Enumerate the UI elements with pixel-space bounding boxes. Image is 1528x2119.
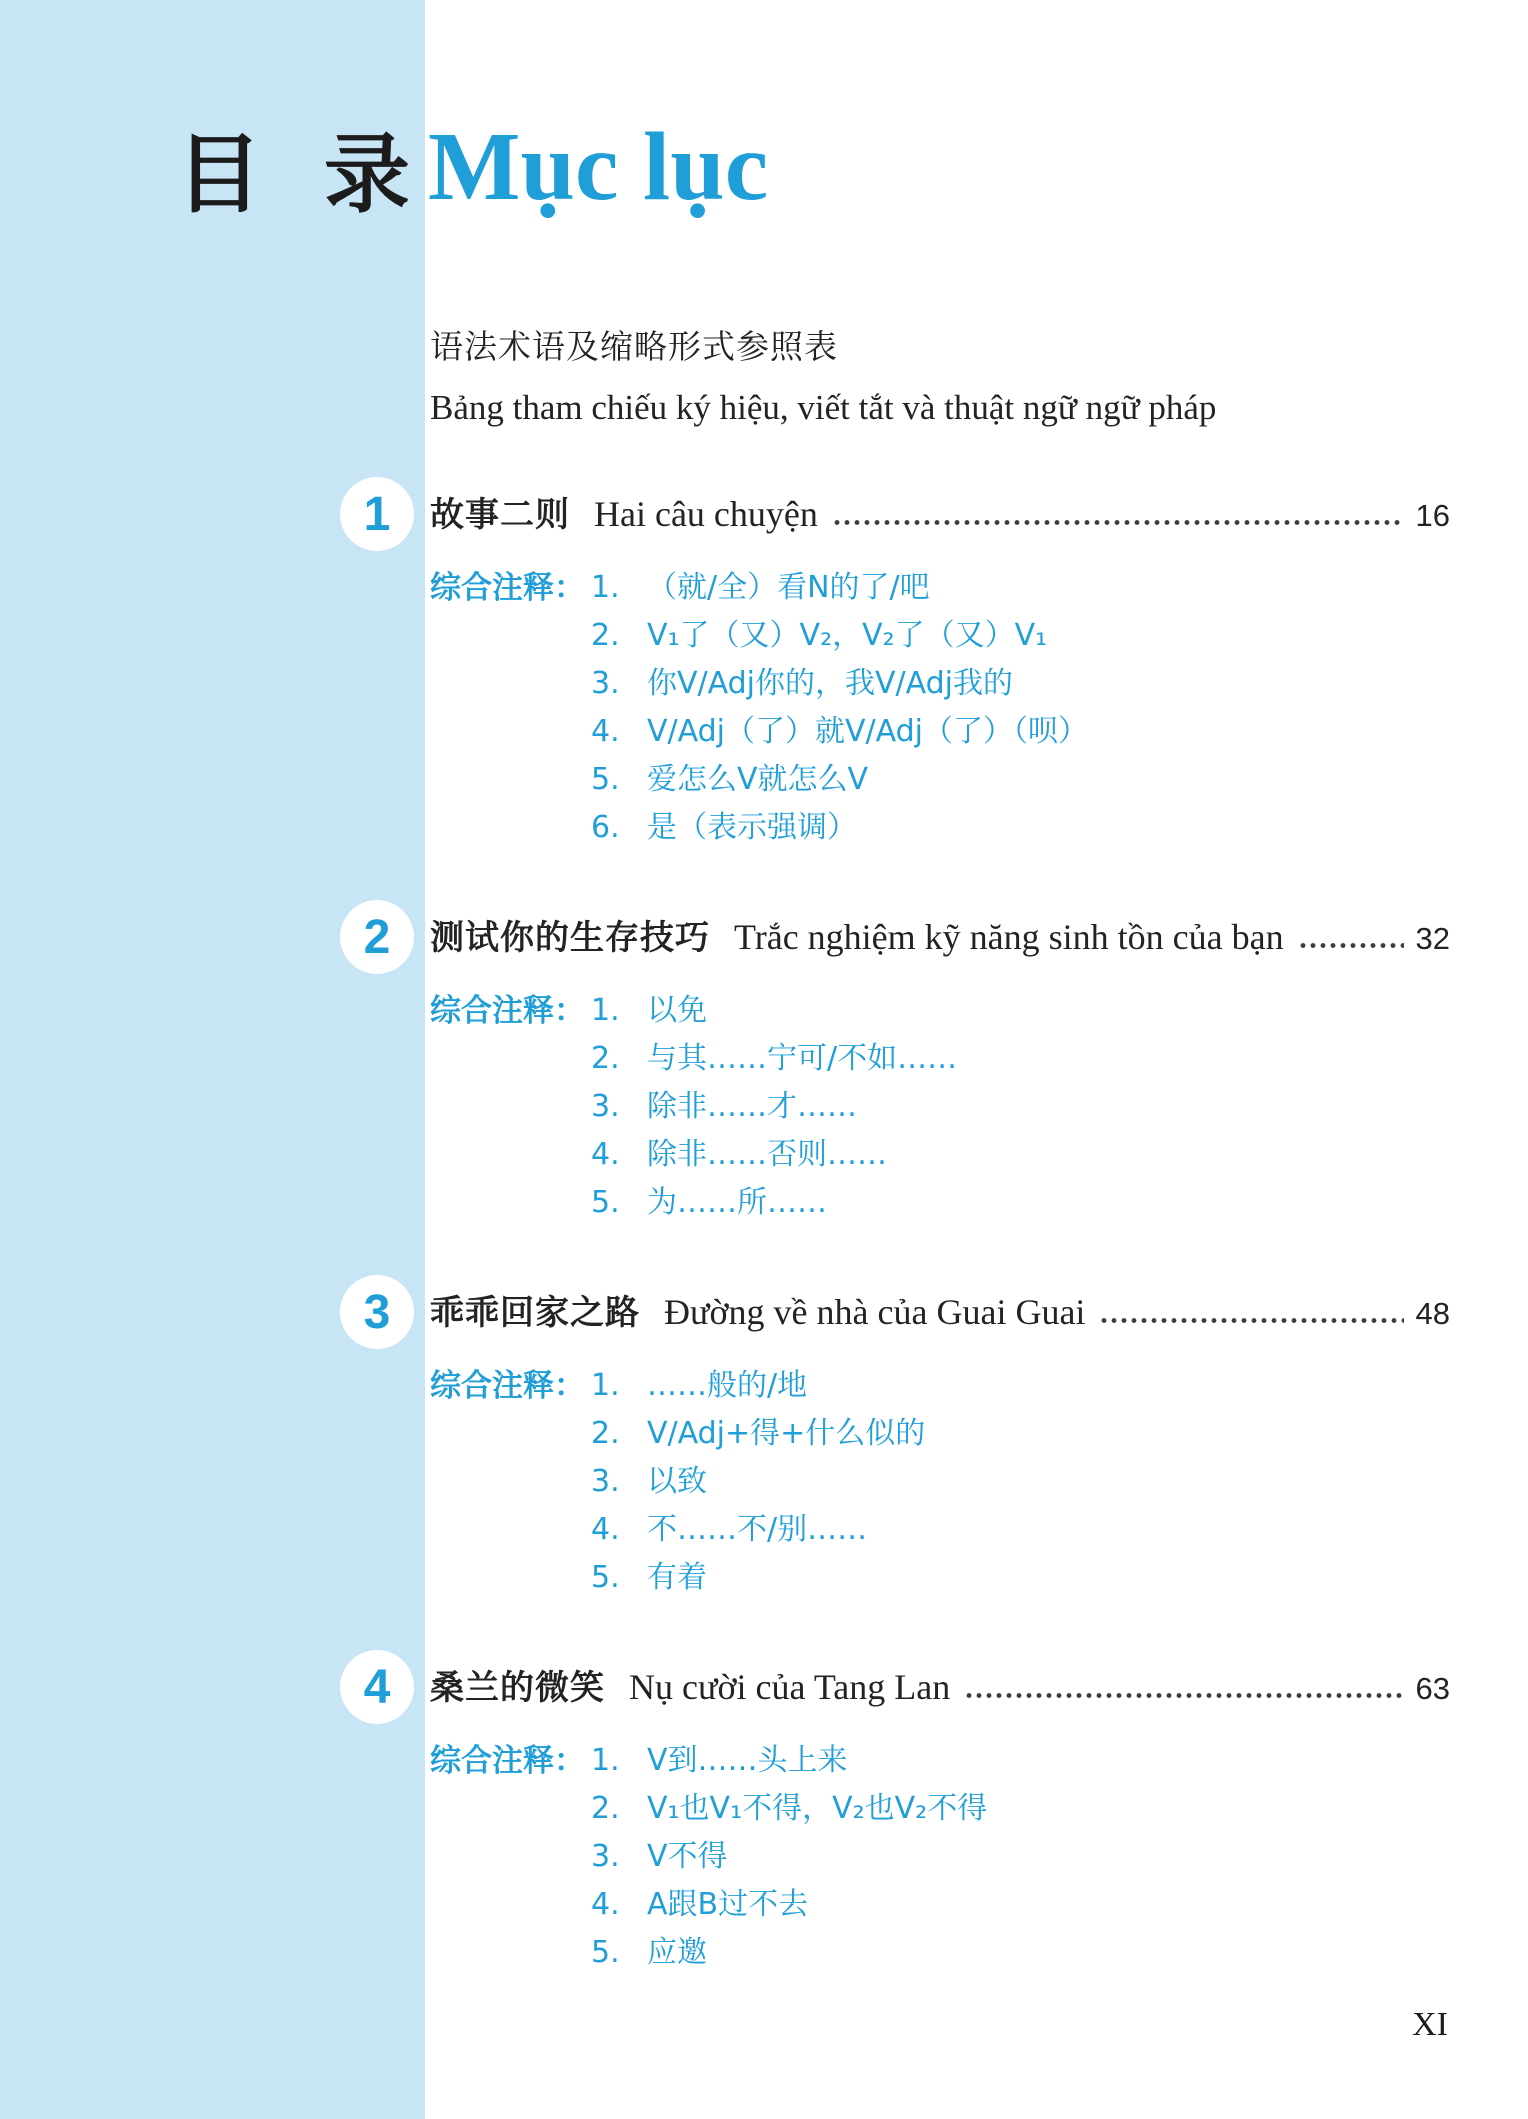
section-title-vietnamese: Hai câu chuyện xyxy=(594,494,818,534)
notes-row xyxy=(430,1737,1450,1977)
note-number: 3. xyxy=(591,666,620,701)
notes-list xyxy=(591,564,1088,852)
note-item xyxy=(591,1410,925,1458)
section-number-badge xyxy=(340,900,414,974)
notes-row xyxy=(430,987,1450,1227)
note-item xyxy=(591,1881,987,1929)
note-number: 3. xyxy=(591,1089,620,1124)
page-title-vietnamese: Mục lục xyxy=(428,113,769,221)
note-number: 4. xyxy=(591,1887,620,1922)
note-item xyxy=(591,564,1088,612)
toc-section xyxy=(363,1660,1450,1977)
note-item xyxy=(591,987,957,1035)
note-number: 2. xyxy=(591,618,620,653)
section-page-number: 63 xyxy=(1415,1671,1450,1706)
section-title-row xyxy=(430,910,1450,959)
note-item xyxy=(591,756,1088,804)
note-number: 4. xyxy=(591,714,620,749)
note-text: V不得 xyxy=(647,1839,728,1874)
section-number-badge xyxy=(340,1275,414,1349)
note-number: 5. xyxy=(591,1185,620,1220)
section-page-number: 16 xyxy=(1415,498,1450,533)
notes-list xyxy=(591,987,957,1227)
section-page-number: 48 xyxy=(1415,1296,1450,1331)
notes-row xyxy=(430,1362,1450,1602)
note-item xyxy=(591,1785,987,1833)
toc-section xyxy=(363,1285,1450,1602)
note-number: 4. xyxy=(591,1512,620,1547)
note-text: 应邀 xyxy=(647,1935,707,1970)
note-number: 1. xyxy=(591,993,620,1028)
section-number-badge xyxy=(340,477,414,551)
note-number: 3. xyxy=(591,1839,620,1874)
note-item xyxy=(591,1035,957,1083)
preface-chinese: 语法术语及缩略形式参照表 xyxy=(430,328,838,365)
section-title-vietnamese: Trắc nghiệm kỹ năng sinh tồn của bạn xyxy=(734,917,1284,957)
note-text: （就/全）看N的了/吧 xyxy=(647,570,930,605)
notes-list xyxy=(591,1737,987,1977)
notes-label: 综合注释： xyxy=(430,1368,585,1403)
section-title-chinese: 乖乖回家之路 xyxy=(430,1294,640,1332)
note-item xyxy=(591,804,1088,852)
section-number: 1 xyxy=(363,487,391,541)
note-text: V₁也V₁不得，V₂也V₂不得 xyxy=(647,1791,988,1826)
note-text: 爱怎么V就怎么V xyxy=(647,762,869,797)
section-number-badge xyxy=(340,1650,414,1724)
note-item xyxy=(591,1506,925,1554)
note-item xyxy=(591,1131,957,1179)
note-number: 5. xyxy=(591,1560,620,1595)
note-text: 为……所…… xyxy=(647,1185,827,1220)
section-number: 2 xyxy=(363,910,391,964)
section-title-row xyxy=(430,1285,1450,1334)
dotted-leader xyxy=(1101,1317,1403,1324)
notes-row xyxy=(430,564,1450,852)
note-item xyxy=(591,612,1088,660)
notes-label: 综合注释： xyxy=(430,570,585,605)
dotted-leader xyxy=(1300,942,1404,949)
toc-section xyxy=(363,487,1450,852)
note-number: 4. xyxy=(591,1137,620,1172)
dotted-leader xyxy=(834,519,1404,526)
section-title-chinese: 故事二则 xyxy=(430,496,570,534)
note-text: 除非……否则…… xyxy=(647,1137,887,1172)
section-title-row xyxy=(430,487,1450,536)
note-number: 5. xyxy=(591,762,620,797)
section-number: 3 xyxy=(363,1285,391,1339)
section-title-chinese: 桑兰的微笑 xyxy=(430,1669,605,1707)
note-text: ……般的/地 xyxy=(647,1368,808,1403)
note-number: 5. xyxy=(591,1935,620,1970)
section-page-number: 32 xyxy=(1415,921,1450,956)
note-text: 有着 xyxy=(647,1560,707,1595)
page-number-roman: XI xyxy=(1412,2006,1448,2043)
note-text: 你V/Adj你的，我V/Adj我的 xyxy=(647,666,1014,701)
toc-section xyxy=(363,910,1450,1227)
notes-label: 综合注释： xyxy=(430,1743,585,1778)
section-title-row xyxy=(430,1660,1450,1709)
note-number: 1. xyxy=(591,1368,620,1403)
note-item xyxy=(591,708,1088,756)
preface-vietnamese: Bảng tham chiếu ký hiệu, viết tắt và thuật ngữ ngữ pháp xyxy=(430,388,1217,427)
note-number: 3. xyxy=(591,1464,620,1499)
note-text: A跟B过不去 xyxy=(647,1887,809,1922)
note-text: V/Adj（了）就V/Adj（了）（呗） xyxy=(647,714,1089,749)
notes-label: 综合注释： xyxy=(430,993,585,1028)
page-title-chinese: 目 录 xyxy=(176,127,412,223)
note-text: 以免 xyxy=(647,993,707,1028)
sections xyxy=(363,487,1450,1977)
notes-list xyxy=(591,1362,925,1602)
note-number: 2. xyxy=(591,1791,620,1826)
note-item xyxy=(591,1833,987,1881)
note-text: 以致 xyxy=(647,1464,707,1499)
section-number: 4 xyxy=(363,1660,391,1714)
note-text: V到……头上来 xyxy=(647,1743,848,1778)
note-item xyxy=(591,1179,957,1227)
note-item xyxy=(591,1458,925,1506)
note-number: 1. xyxy=(591,570,620,605)
note-number: 2. xyxy=(591,1041,620,1076)
note-text: 与其……宁可/不如…… xyxy=(647,1041,958,1076)
note-item xyxy=(591,1929,987,1977)
note-text: V/Adj+得+什么似的 xyxy=(647,1416,926,1451)
note-item xyxy=(591,1362,925,1410)
section-title-vietnamese: Đường về nhà của Guai Guai xyxy=(664,1292,1086,1332)
dotted-leader xyxy=(966,1692,1403,1699)
note-item xyxy=(591,1737,987,1785)
note-item xyxy=(591,660,1088,708)
note-item xyxy=(591,1083,957,1131)
preface-block xyxy=(430,330,1450,429)
note-text: 不……不/别…… xyxy=(647,1512,868,1547)
note-number: 2. xyxy=(591,1416,620,1451)
note-item xyxy=(591,1554,925,1602)
note-number: 6. xyxy=(591,810,620,845)
note-number: 1. xyxy=(591,1743,620,1778)
section-title-chinese: 测试你的生存技巧 xyxy=(430,919,710,957)
note-text: 除非……才…… xyxy=(647,1089,857,1124)
section-title-vietnamese: Nụ cười của Tang Lan xyxy=(629,1667,951,1707)
note-text: 是（表示强调） xyxy=(647,810,857,845)
note-text: V₁了（又）V₂，V₂了（又）V₁ xyxy=(647,618,1048,653)
